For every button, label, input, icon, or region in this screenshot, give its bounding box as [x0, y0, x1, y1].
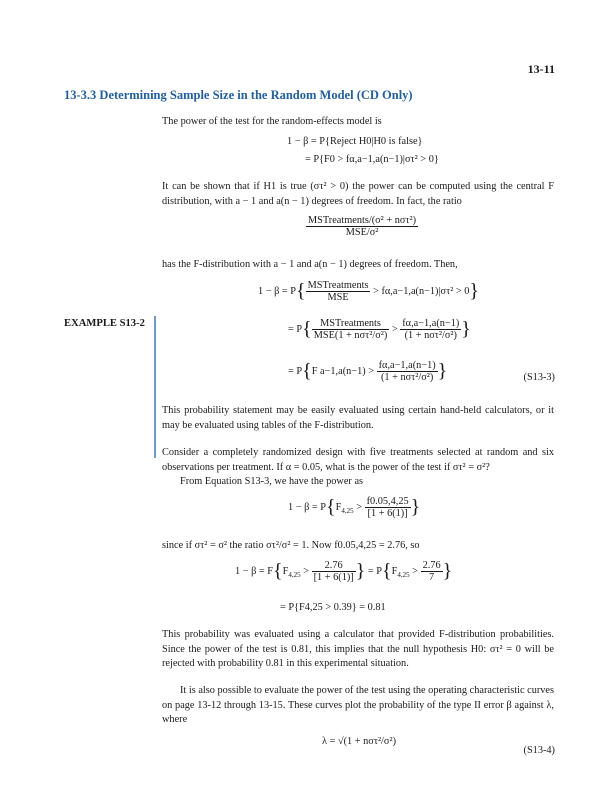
example-eval-equation: $1 - \beta = F\{F_{4,25}$ > $\frac{2.76}{[1 + 6(1)]}$ } = $P\{F_{4,25}$ > $\frac{2.76}{7}$ } [235, 560, 453, 583]
ratio-numerator: MSTreatments/(σ² + nστ²) [308, 215, 417, 226]
then-equation-3: = P{F a−1,a(n−1) > $\frac{f\alpha,a-1,a(n-1)}{\text{(1 + nστ²/σ²)}}$ } [288, 360, 448, 383]
power-equation-line-1: 1 − β = P{Reject H0|H0 is false} [287, 136, 423, 147]
equation-label-s13-3: (S13-3) [523, 372, 555, 383]
ratio-fraction [306, 215, 418, 238]
example-power-equation: $1 - \beta = P\{F_{4,25}$ > $\frac{f0.05,4,25}{[1 + 6(1)]}$ } [288, 496, 421, 519]
paragraph-9: It is also possible to evaluate the power of the test using the operating characteristic curves on page 13-12 through 13-15. These curves plot the probability of the type II error β against λ, where [162, 685, 554, 725]
paragraph-4: This probability statement may be easily evaluated using certain hand-held calculators, or it may be evaluated using tables of the F-distribution. [162, 405, 554, 431]
example-label: EXAMPLE S13-2 [64, 318, 145, 329]
paragraph-7: since if στ² = σ² the ratio στ²/σ² = 1. Now f0.05,4,25 = 2.76, so [162, 540, 420, 551]
then-equation-1: 1 − β = P{ $\frac{\text{MSTreatments}}{\text{MSE}}$ > fα,a−1,a(n−1)|στ² > 0} [258, 280, 480, 303]
paragraph-2: It can be shown that if H1 is true (στ² > 0) the power can be computed using the central F distribution, with a − 1 and a(n − 1) degrees of freedom. In fact, the ratio [162, 181, 554, 207]
paragraph-5: Consider a completely randomized design with five treatments selected at random and six observations per treatment. If α = 0.05, what is the power of the test if στ² = σ²? [162, 447, 554, 473]
example-result-equation: = P{F4,25 > 0.39} = 0.81 [280, 602, 386, 613]
paragraph-1: The power of the test for the random-effects model is [162, 116, 382, 127]
example-divider [154, 316, 156, 458]
equation-label-s13-4: (S13-4) [523, 745, 555, 756]
ratio-denominator: MSE/σ² [345, 227, 379, 238]
then-equation-2: = P{ $\frac{\text{MSTreatments}}{\text{MSE(1 + nστ²/σ²)}}$ > $\frac{f\alpha,a-1,a(n-1)}{\text{(1 + nστ²/σ²)}}$ } [288, 318, 471, 341]
paragraph-6: From Equation S13-3, we have the power as [180, 476, 364, 487]
paragraph-3: has the F-distribution with a − 1 and a(n − 1) degrees of freedom. Then, [162, 259, 458, 270]
paragraph-8: This probability was evaluated using a calculator that provided F-distribution probabilities. Since the power of the test is 0.81, this implies that the null hypothesis H0: στ² = 0 will be rejected with probability 0.81 in this experimental situation. [162, 629, 554, 669]
lambda-equation: λ = √(1 + nστ²/σ²) [322, 736, 396, 747]
section-heading: 13-3.3 Determining Sample Size in the Random Model (CD Only) [64, 88, 413, 102]
page-number: 13-11 [527, 62, 555, 76]
power-equation-line-2: = P{F0 > fα,a−1,a(n−1)|στ² > 0} [305, 154, 439, 165]
